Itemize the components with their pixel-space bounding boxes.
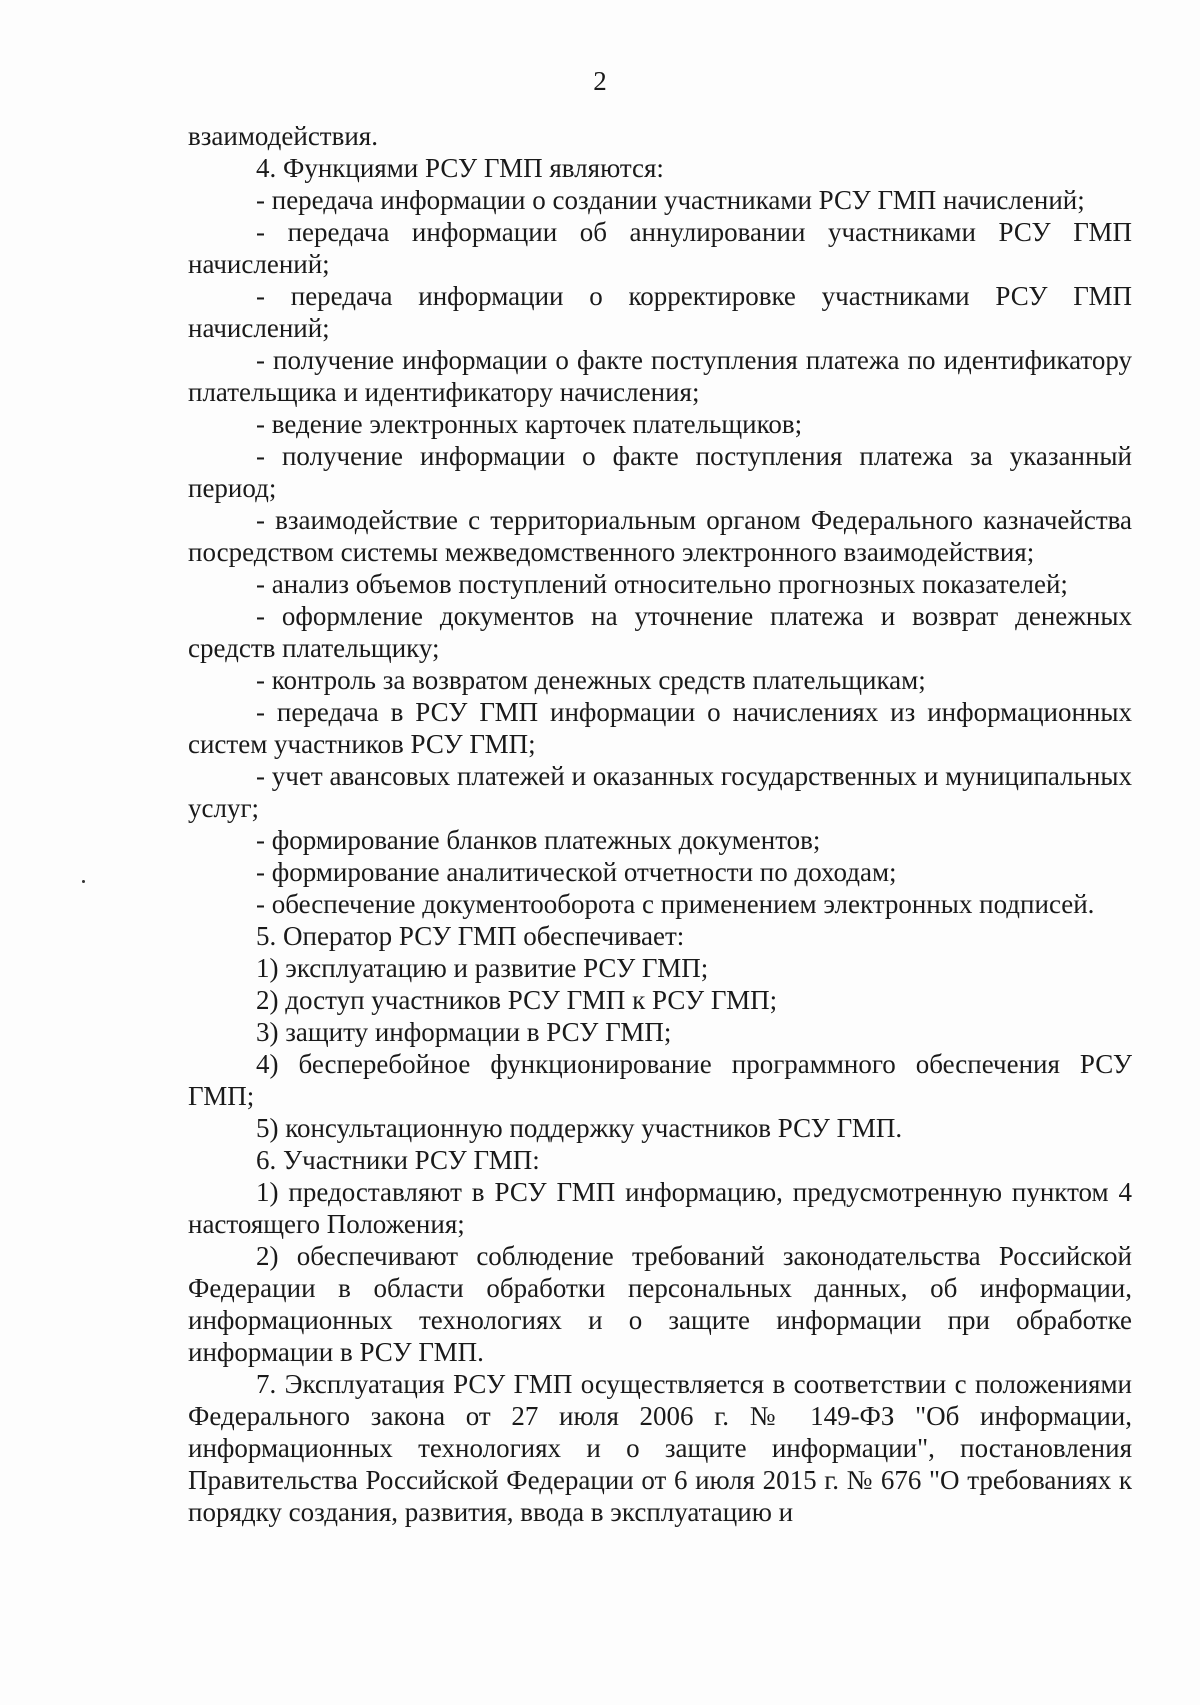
list-item: - оформление документов на уточнение платежа и возврат денежных средств плательщику; (188, 601, 1132, 663)
scan-speck (82, 880, 85, 883)
paragraph: взаимодействия. (188, 121, 378, 151)
list-item: 1) предоставляют в РСУ ГМП информацию, предусмотренную пунктом 4 настоящего Положения; (188, 1177, 1132, 1239)
list-item: 3) защиту информации в РСУ ГМП; (256, 1017, 672, 1047)
list-item: 1) эксплуатацию и развитие РСУ ГМП; (256, 953, 709, 983)
section-heading: 6. Участники РСУ ГМП: (256, 1145, 540, 1175)
list-item: - взаимодействие с территориальным органом Федерального казначейства посредством системы межведомственного электронного взаимодействия; (188, 505, 1132, 567)
list-item: - ведение электронных карточек плательщиков; (256, 409, 803, 439)
list-item: - получение информации о факте поступления платежа за указанный период; (188, 441, 1132, 503)
list-item: 4) бесперебойное функционирование программного обеспечения РСУ ГМП; (188, 1049, 1132, 1111)
document-body (188, 120, 1132, 1528)
page-number: 2 (593, 66, 607, 96)
list-item: - передача информации о создании участниками РСУ ГМП начислений; (256, 185, 1085, 215)
section-paragraph: 7. Эксплуатация РСУ ГМП осуществляется в соответствии с положениями Федерального закона от 27 июля 2006 г. № 149-ФЗ "Об информации, информационных технологиях и о защите информации", постановления Правительства Российской Федерации от 6 июля 2015 г. № 676 "О требованиях к порядку создания, развития, ввода в эксплуатацию и (188, 1369, 1132, 1527)
list-item: - передача информации о корректировке участниками РСУ ГМП начислений; (188, 281, 1132, 343)
list-item: - учет авансовых платежей и оказанных государственных и муниципальных услуг; (188, 761, 1132, 823)
list-item: - передача в РСУ ГМП информации о начислениях из информационных систем участников РСУ ГМП; (188, 697, 1132, 759)
section-heading: 5. Оператор РСУ ГМП обеспечивает: (256, 921, 685, 951)
list-item: - контроль за возвратом денежных средств плательщикам; (256, 665, 926, 695)
list-item: 2) обеспечивают соблюдение требований законодательства Российской Федерации в области обработки персональных данных, об информации, информационных технологиях и о защите информации при обработке информации в РСУ ГМП. (188, 1241, 1132, 1367)
section-heading: 4. Функциями РСУ ГМП являются: (256, 153, 664, 183)
list-item: - анализ объемов поступлений относительно прогнозных показателей; (256, 569, 1068, 599)
list-item: 5) консультационную поддержку участников РСУ ГМП. (256, 1113, 903, 1143)
list-item: - формирование аналитической отчетности по доходам; (256, 857, 897, 887)
list-item: 2) доступ участников РСУ ГМП к РСУ ГМП; (256, 985, 778, 1015)
list-item: - обеспечение документооборота с применением электронных подписей. (256, 889, 1095, 919)
list-item: - передача информации об аннулировании участниками РСУ ГМП начислений; (188, 217, 1132, 279)
list-item: - формирование бланков платежных документов; (256, 825, 821, 855)
list-item: - получение информации о факте поступления платежа по идентификатору плательщика и идентификатору начисления; (188, 345, 1132, 407)
